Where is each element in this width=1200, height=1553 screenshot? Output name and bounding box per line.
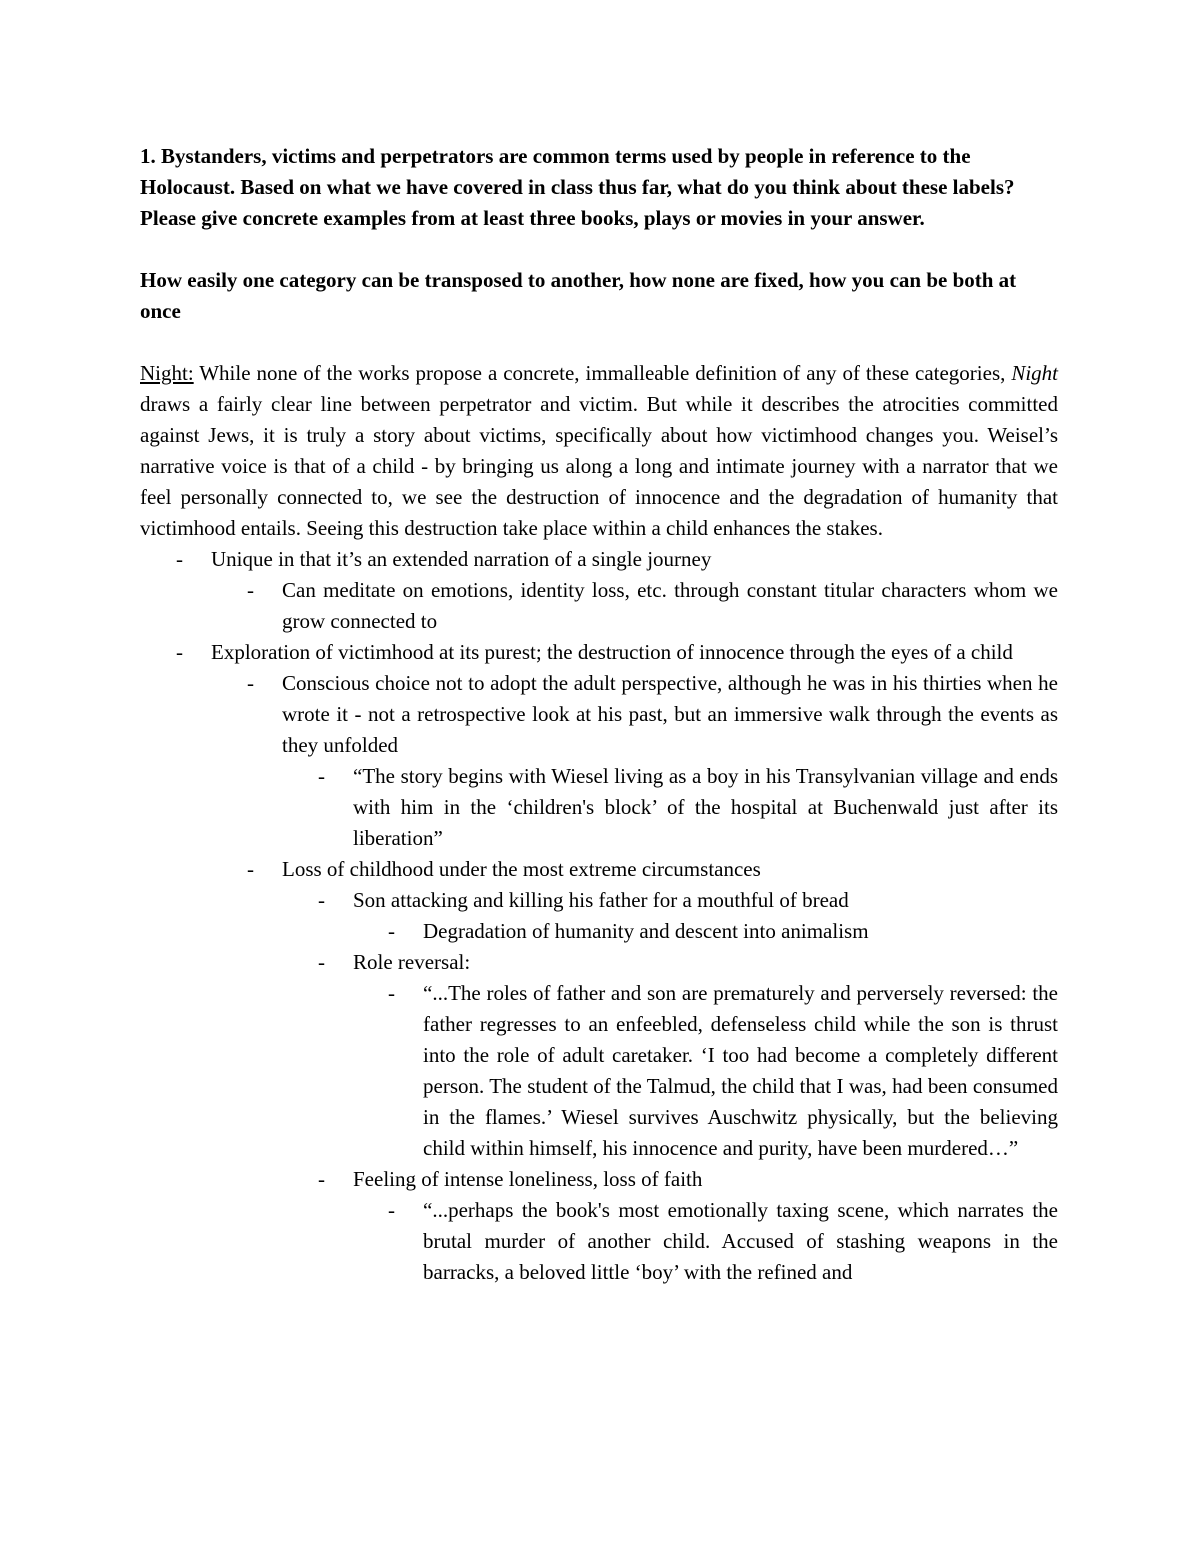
list-item — [140, 1195, 1058, 1288]
night-title: Night — [1011, 361, 1058, 385]
list-item — [140, 885, 1058, 916]
dash-marker: - — [247, 857, 254, 881]
document-body — [140, 141, 1058, 1288]
dash-marker: - — [176, 640, 183, 664]
list-item — [140, 854, 1058, 885]
intro-text-part-2: draws a fairly clear line between perpetrator and victim. But while it describes the atrocities committed against Jews, it is truly a story about victims, specifically about how victimhood changes you. Weisel’s narrative voice is that of a child - by bringing us along a long and intimate journey with a narrator that we feel personally connected to, we see the destruction of innocence and the degradation of humanity that victimhood entails. Seeing this destruction take place within a child enhances the stakes. — [140, 392, 1058, 540]
list-item-text: Role reversal: — [353, 950, 471, 974]
list-item — [140, 916, 1058, 947]
list-item-text: Conscious choice not to adopt the adult perspective, although he was in his thirties when he wrote it - not a retrospective look at his past, but an immersive walk through the events as they unfolded — [282, 671, 1058, 757]
list-item-text: “...perhaps the book's most emotionally taxing scene, which narrates the brutal murder of another child. Accused of stashing weapons in the barracks, a beloved little ‘boy’ with the refined and — [423, 1198, 1058, 1284]
thesis-statement: How easily one category can be transposed to another, how none are fixed, how you can be both at once — [140, 268, 1017, 323]
dash-marker: - — [318, 764, 325, 788]
list-item-text: Exploration of victimhood at its purest; the destruction of innocence through the eyes of a child — [211, 640, 1013, 664]
list-item — [140, 947, 1058, 978]
list-item — [140, 544, 1058, 575]
dash-marker: - — [388, 1198, 395, 1222]
list-item-text: Loss of childhood under the most extreme circumstances — [282, 857, 761, 881]
dash-marker: - — [318, 888, 325, 912]
list-item-text: Degradation of humanity and descent into animalism — [423, 919, 869, 943]
list-item — [140, 668, 1058, 761]
list-item — [140, 637, 1058, 668]
night-intro-paragraph — [140, 358, 1058, 544]
list-item-text: “...The roles of father and son are prematurely and perversely reversed: the father regresses to an enfeebled, defenseless child while the son is thrust into the role of adult caretaker. ‘I too had become a completely different person. The student of the Talmud, the child that I was, had been consumed in the flames.’ Wiesel survives Auschwitz physically, but the believing child within himself, his innocence and purity, have been murdered…” — [423, 981, 1058, 1160]
list-item — [140, 575, 1058, 637]
list-item-text: Unique in that it’s an extended narration of a single journey — [211, 547, 712, 571]
notes-bullet-list — [140, 544, 1058, 1288]
list-item-text: Can meditate on emotions, identity loss, etc. through constant titular characters whom we grow connected to — [282, 578, 1058, 633]
night-section-label: Night: — [140, 361, 194, 385]
question-prompt: 1. Bystanders, victims and perpetrators are common terms used by people in reference to the Holocaust. Based on what we have covered in class thus far, what do you think about these labels? Please give concrete examples from at least three books, plays or movies in your answer. — [140, 144, 1015, 230]
dash-marker: - — [388, 919, 395, 943]
list-item-text: “The story begins with Wiesel living as a boy in his Transylvanian village and ends with him in the ‘children's block’ of the hospital at Buchenwald just after its liberation” — [353, 764, 1058, 850]
dash-marker: - — [176, 547, 183, 571]
list-item — [140, 761, 1058, 854]
list-item — [140, 1164, 1058, 1195]
dash-marker: - — [388, 981, 395, 1005]
list-item — [140, 978, 1058, 1164]
list-item-text: Feeling of intense loneliness, loss of faith — [353, 1167, 703, 1191]
dash-marker: - — [318, 950, 325, 974]
dash-marker: - — [247, 671, 254, 695]
list-item-text: Son attacking and killing his father for a mouthful of bread — [353, 888, 849, 912]
dash-marker: - — [247, 578, 254, 602]
intro-text-part-1: While none of the works propose a concrete, immalleable definition of any of these categories, — [193, 361, 1012, 385]
dash-marker: - — [318, 1167, 325, 1191]
